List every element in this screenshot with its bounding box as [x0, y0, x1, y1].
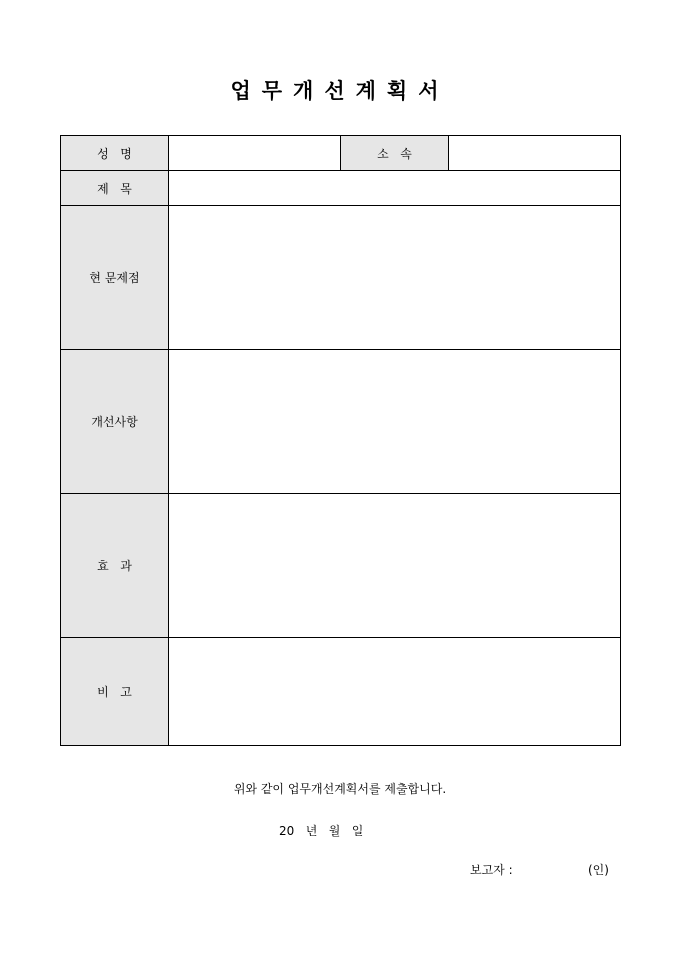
improvements-field[interactable]	[169, 350, 621, 494]
document-title: 업무개선계획서	[230, 78, 450, 103]
remarks-row	[61, 638, 621, 746]
name-label: 성 명	[61, 136, 169, 171]
submission-date: 20 년 월 일	[279, 824, 364, 838]
improvements-row	[61, 350, 621, 494]
improvements-label: 개선사항	[61, 350, 169, 494]
submission-statement: 위와 같이 업무개선계획서를 제출합니다.	[233, 782, 447, 796]
name-field[interactable]	[169, 136, 341, 171]
effect-row	[61, 494, 621, 638]
current-problems-field[interactable]	[169, 206, 621, 350]
remarks-label: 비 고	[61, 638, 169, 746]
subject-field[interactable]	[169, 171, 621, 206]
seal-mark: (인)	[588, 863, 609, 877]
department-label: 소 속	[341, 136, 449, 171]
effect-label: 효 과	[61, 494, 169, 638]
reporter-label: 보고자 :	[470, 863, 513, 877]
subject-row	[61, 171, 621, 206]
subject-label: 제 목	[61, 171, 169, 206]
department-field[interactable]	[449, 136, 621, 171]
effect-field[interactable]	[169, 494, 621, 638]
improvement-plan-form	[60, 135, 621, 746]
problems-row	[61, 206, 621, 350]
remarks-field[interactable]	[169, 638, 621, 746]
current-problems-label: 현 문제점	[61, 206, 169, 350]
name-row	[61, 136, 621, 171]
